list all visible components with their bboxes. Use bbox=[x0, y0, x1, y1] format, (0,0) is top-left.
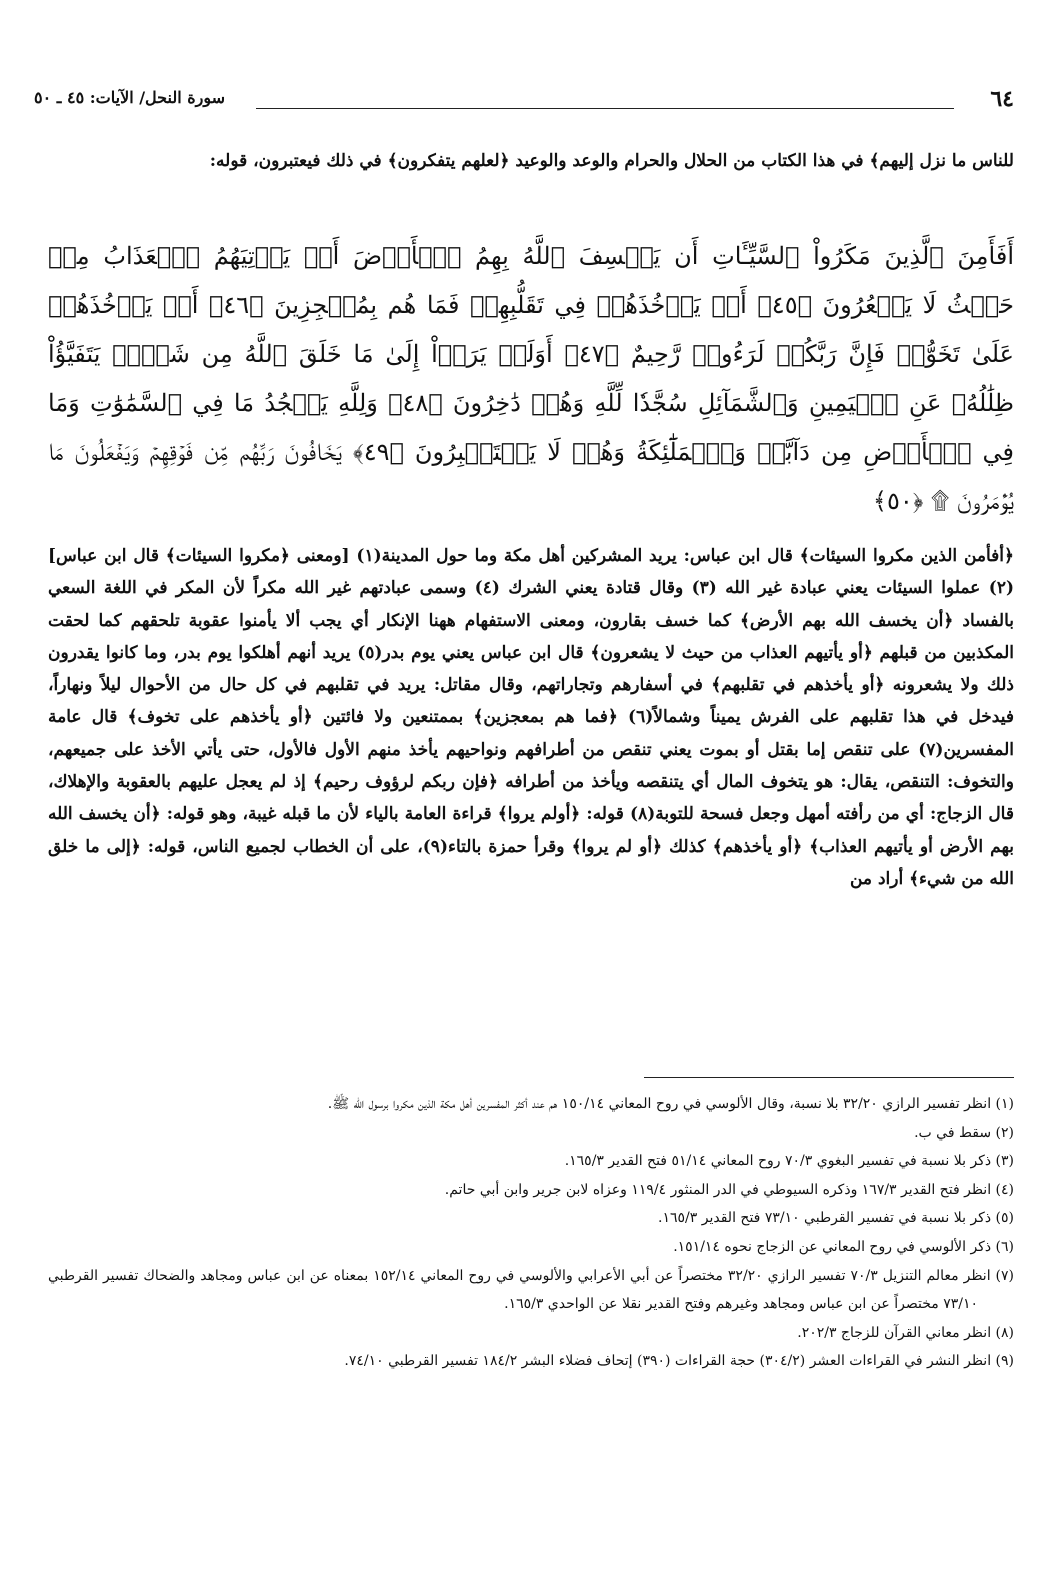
footnote-2: (٢) سقط في ب. bbox=[914, 1124, 1014, 1141]
footnote-7: (٧) انظر معالم التنزيل ٧٠/٣ تفسير الرازي ٣٢/٢٠ مختصراً عن أبي الأعرابي والألوسي في روح المعاني ١٥٢/١٤ بمعناه عن ابن عباس ومجاهد والضحاك تفسير القرطبي ٧٣/١٠ مختصراً عن ابن عباس ومجاهد وغيرهم وفتح القدير نقلا عن الواحدي ١٦٥/٣. bbox=[48, 1267, 1015, 1313]
intro-text: للناس ما نزل إليهم﴾ في هذا الكتاب من الحلال والحرام والوعد والوعيد ﴿لعلهم يتفكرون﴾ في ذلك فيعتبرون، قوله: bbox=[209, 151, 1014, 171]
running-header bbox=[34, 86, 1014, 116]
running-title: سورة النحل/ الآيات: ٤٥ ـ ٥٠ bbox=[34, 88, 225, 107]
footnote-4: (٤) انظر فتح القدير ١٦٧/٣ وذكره السيوطي في الدر المنثور ١١٩/٤ وعزاه لابن جرير وابن أبي حاتم. bbox=[444, 1181, 1014, 1198]
footnote-9: (٩) انظر النشر في القراءات العشر (٣٠٤/٢) حجة القراءات (٣٩٠) إتحاف فضلاء البشر ١٨٤/٢ تفسير القرطبي ٧٤/١٠. bbox=[344, 1353, 1014, 1370]
footnotes bbox=[48, 1090, 1014, 1376]
footnote-8: (٨) انظر معاني القرآن للزجاج ٢٠٢/٣. bbox=[797, 1324, 1014, 1341]
tafsir-commentary bbox=[48, 540, 1014, 895]
intro-paragraph bbox=[48, 146, 1014, 178]
footnote-1: (١) انظر تفسير الرازي ٣٢/٢٠ بلا نسبة، وقال الألوسي في روح المعاني ١٥٠/١٤ هم عند أكثر المفسرين أهل مكة الذين مكروا برسول الله ﷺ. bbox=[327, 1096, 1014, 1112]
footnote-5: (٥) ذكر بلا نسبة في تفسير القرطبي ٧٣/١٠ فتح القدير ١٦٥/٣. bbox=[658, 1210, 1014, 1227]
footnote-6: (٦) ذكر الألوسي في روح المعاني عن الزجاج نحوه ١٥١/١٤. bbox=[673, 1238, 1014, 1255]
page-number: ٦٤ bbox=[990, 86, 1014, 112]
quran-verses-text: أَفَأَمِنَ ٱلَّذِينَ مَكَرُواْ ٱلسَّيِّـَٔاتِ أَن يَخۡسِفَ ٱللَّهُ بِهِمُ ٱلۡأَرۡضَ أَوۡ يَأۡتِيَهُمُ ٱلۡعَذَابُ مِنۡ حَيۡثُ لَا يَشۡعُرُونَ ﴿٤٥﴾ أَوۡ يَأۡخُذَهُمۡ فِي تَقَلُّبِهِمۡ فَمَا هُم بِمُعۡجِزِينَ ﴿٤٦﴾ أَوۡ يَأۡخُذَهُمۡ عَلَىٰ تَخَوُّفٖ فَإِنَّ رَبَّكُمۡ لَرَءُوفٞ رَّحِيمٌ ﴿٤٧﴾ أَوَلَمۡ يَرَوۡاْ إِلَىٰ مَا خَلَقَ ٱللَّهُ مِن شَيۡءٖ يَتَفَيَّؤُاْ ظِلَٰلُهُۥ عَنِ ٱلۡيَمِينِ وَٱلشَّمَآئِلِ سُجَّدٗا لِّلَّهِ وَهُمۡ دَٰخِرُونَ ﴿٤٨﴾ وَلِلَّهِ يَسۡجُدُ مَا فِي ٱلسَّمَٰوَٰتِ وَمَا فِي ٱلۡأَرۡضِ مِن دَآبَّةٖ وَٱلۡمَلَٰٓئِكَةُ وَهُمۡ لَا يَسۡتَكۡبِرُونَ ﴿٤٩﴾ يَخَافُونَ رَبَّهُم مِّن فَوۡقِهِمۡ وَيَفۡعَلُونَ مَا يُؤۡمَرُونَ ۩ ﴿٥٠﴾ bbox=[48, 242, 1015, 515]
header-rule bbox=[256, 108, 954, 109]
quran-verses-block bbox=[48, 232, 1014, 526]
footnote-3: (٣) ذكر بلا نسبة في تفسير البغوي ٧٠/٣ روح المعاني ٥١/١٤ فتح القدير ١٦٥/٣. bbox=[564, 1153, 1014, 1170]
tafsir-text: ﴿أفأمن الذين مكروا السيئات﴾ قال ابن عباس: يريد المشركين أهل مكة وما حول المدينة(١) [ومعنى ﴿مكروا السيئات﴾ قال ابن عباس] (٢) عملوا السيئات يعني عبادة غير الله (٣) وقال قتادة يعني الشرك (٤) وسمى عبادتهم غير الله مكراً لأن المكر في اللغة السعي بالفساد ﴿أن يخسف الله بهم الأرض﴾ كما خسف بقارون، ومعنى الاستفهام ههنا الإنكار أي يجب ألا يأمنوا عقوبة تلحقهم كما لحقت المكذبين من قبلهم ﴿أو يأتيهم العذاب من حيث لا يشعرون﴾ قال ابن عباس يعني يوم بدر(٥) يريد أنهم أهلكوا يوم بدر، وما كانوا يقدرون ذلك ولا يشعرونه ﴿أو يأخذهم في تقلبهم﴾ في أسفارهم وتجاراتهم، وقال مقاتل: يريد في تقلبهم في كل حال من الأحوال ليلاً ونهاراً، فيدخل في هذا تقلبهم على الفرش يميناً وشمالاً(٦) ﴿فما هم بمعجزين﴾ بممتنعين ولا فائتين ﴿أو يأخذهم على تخوف﴾ قال عامة المفسرين(٧) على تنقص إما بقتل أو بموت يعني تنقص من أطرافهم ونواحيهم يأخذ منهم الأول فالأول، حتى يأتي الأخذ على جميعهم، والتخوف: التنقص، يقال: هو يتخوف المال أي يتنقصه ويأخذ من أطرافه ﴿فإن ربكم لرؤوف رحيم﴾ إذ لم يعجل عليهم بالعقوبة والإهلاك، قال الزجاج: أي من رأفته أمهل وجعل فسحة للتوبة(٨) قوله: ﴿أولم يروا﴾ قراءة العامة بالياء لأن ما قبله غيبة، وهو قوله: ﴿أن يخسف الله بهم الأرض أو يأتيهم العذاب﴾ ﴿أو يأخذهم﴾ كذلك ﴿أو لم يروا﴾ وقرأ حمزة بالتاء(٩)، على أن الخطاب لجميع الناس، قوله: ﴿إلى ما خلق الله من شيء﴾ أراد من bbox=[48, 546, 1015, 889]
footnote-separator bbox=[644, 1077, 1014, 1078]
